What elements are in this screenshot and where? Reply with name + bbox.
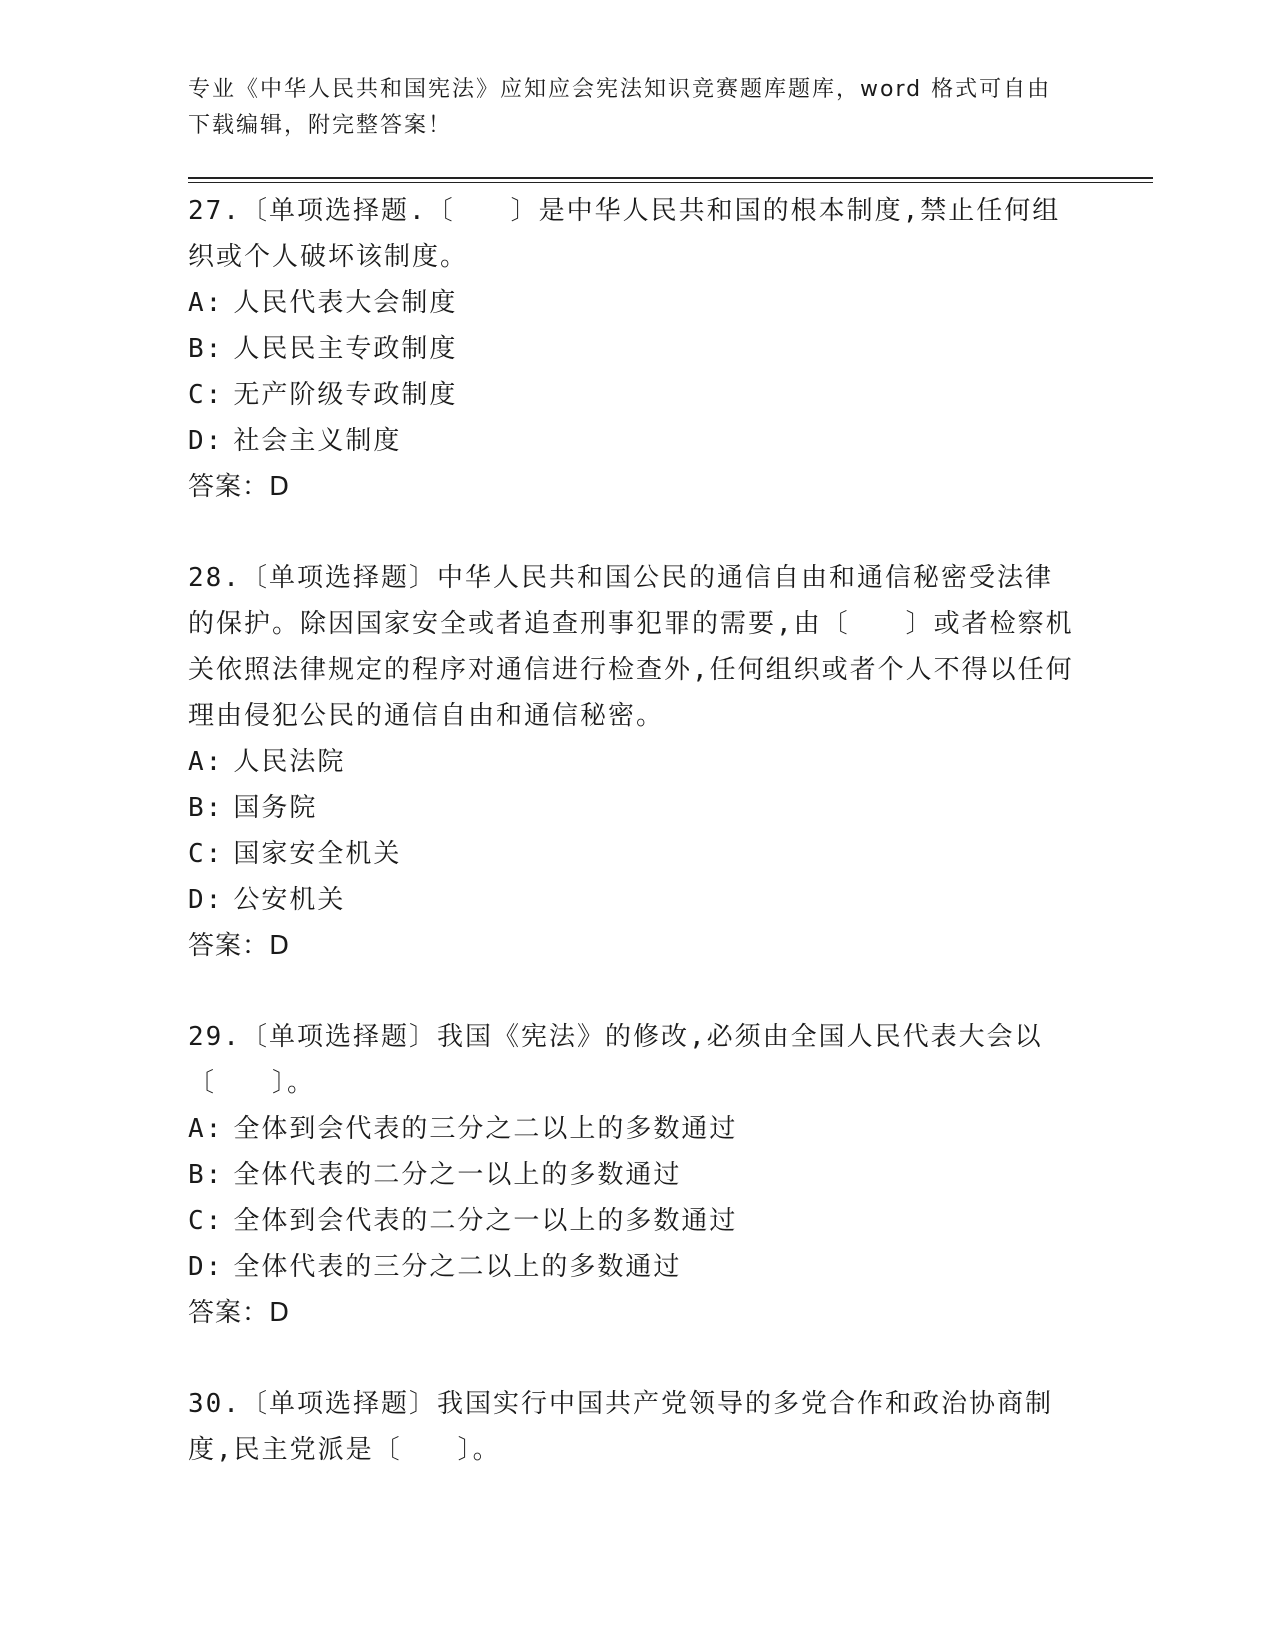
option-c bbox=[188, 831, 1078, 877]
option-d bbox=[188, 418, 1078, 464]
option-letter: A: bbox=[188, 747, 224, 777]
option-text: 社会主义制度 bbox=[233, 426, 402, 456]
option-letter: D: bbox=[188, 1252, 224, 1282]
option-letter: B: bbox=[188, 334, 224, 364]
question-30 bbox=[188, 1381, 1078, 1473]
option-a bbox=[188, 1106, 1078, 1152]
question-stem: 27.〔单项选择题.〔 〕是中华人民共和国的根本制度,禁止任何组织或个人破坏该制度。 bbox=[188, 196, 1061, 272]
option-b bbox=[188, 326, 1078, 372]
answer-text: 答案：D bbox=[188, 931, 291, 961]
option-text: 无产阶级专政制度 bbox=[233, 380, 458, 410]
option-d bbox=[188, 1244, 1078, 1290]
option-letter: C: bbox=[188, 839, 224, 869]
header-title-line-1: 专业《中华人民共和国宪法》应知应会宪法知识竞赛题库题库，word 格式可自由 bbox=[188, 77, 1052, 102]
option-text: 公安机关 bbox=[233, 885, 346, 915]
question-29 bbox=[188, 1014, 1078, 1336]
option-text: 国家安全机关 bbox=[233, 839, 402, 869]
header-divider-thin bbox=[188, 182, 1153, 183]
answer-text: 答案：D bbox=[188, 1298, 291, 1328]
option-a bbox=[188, 280, 1078, 326]
question-list bbox=[188, 188, 1078, 1518]
option-text: 人民代表大会制度 bbox=[233, 288, 458, 318]
document-header bbox=[188, 72, 1068, 144]
option-a bbox=[188, 739, 1078, 785]
option-letter: D: bbox=[188, 885, 224, 915]
question-stem: 28.〔单项选择题〕中华人民共和国公民的通信自由和通信秘密受法律的保护。除因国家安全或者追查刑事犯罪的需要,由〔 〕或者检察机关依照法律规定的程序对通信进行检查外,任何组织或者个人不得以任何理由侵犯公民的通信自由和通信秘密。 bbox=[188, 563, 1074, 731]
header-title-line-2: 下载编辑，附完整答案！ bbox=[188, 113, 453, 138]
option-text: 国务院 bbox=[233, 793, 318, 823]
option-text: 人民民主专政制度 bbox=[233, 334, 458, 364]
option-c bbox=[188, 1198, 1078, 1244]
header-divider-thick bbox=[188, 177, 1153, 179]
option-b bbox=[188, 1152, 1078, 1198]
question-stem: 30.〔单项选择题〕我国实行中国共产党领导的多党合作和政治协商制度,民主党派是〔 〕。 bbox=[188, 1389, 1053, 1465]
option-letter: C: bbox=[188, 1206, 224, 1236]
option-c bbox=[188, 372, 1078, 418]
question-27 bbox=[188, 188, 1078, 510]
option-text: 全体代表的二分之一以上的多数通过 bbox=[233, 1160, 682, 1190]
question-28 bbox=[188, 555, 1078, 969]
option-letter: C: bbox=[188, 380, 224, 410]
option-text: 全体到会代表的三分之二以上的多数通过 bbox=[233, 1114, 738, 1144]
option-text: 全体代表的三分之二以上的多数通过 bbox=[233, 1252, 682, 1282]
question-stem: 29.〔单项选择题〕我国《宪法》的修改,必须由全国人民代表大会以〔 〕。 bbox=[188, 1022, 1043, 1098]
option-letter: A: bbox=[188, 288, 224, 318]
answer-text: 答案：D bbox=[188, 472, 291, 502]
option-text: 全体到会代表的二分之一以上的多数通过 bbox=[233, 1206, 738, 1236]
option-letter: B: bbox=[188, 793, 224, 823]
option-b bbox=[188, 785, 1078, 831]
option-d bbox=[188, 877, 1078, 923]
option-text: 人民法院 bbox=[233, 747, 346, 777]
option-letter: D: bbox=[188, 426, 224, 456]
option-letter: A: bbox=[188, 1114, 224, 1144]
option-letter: B: bbox=[188, 1160, 224, 1190]
